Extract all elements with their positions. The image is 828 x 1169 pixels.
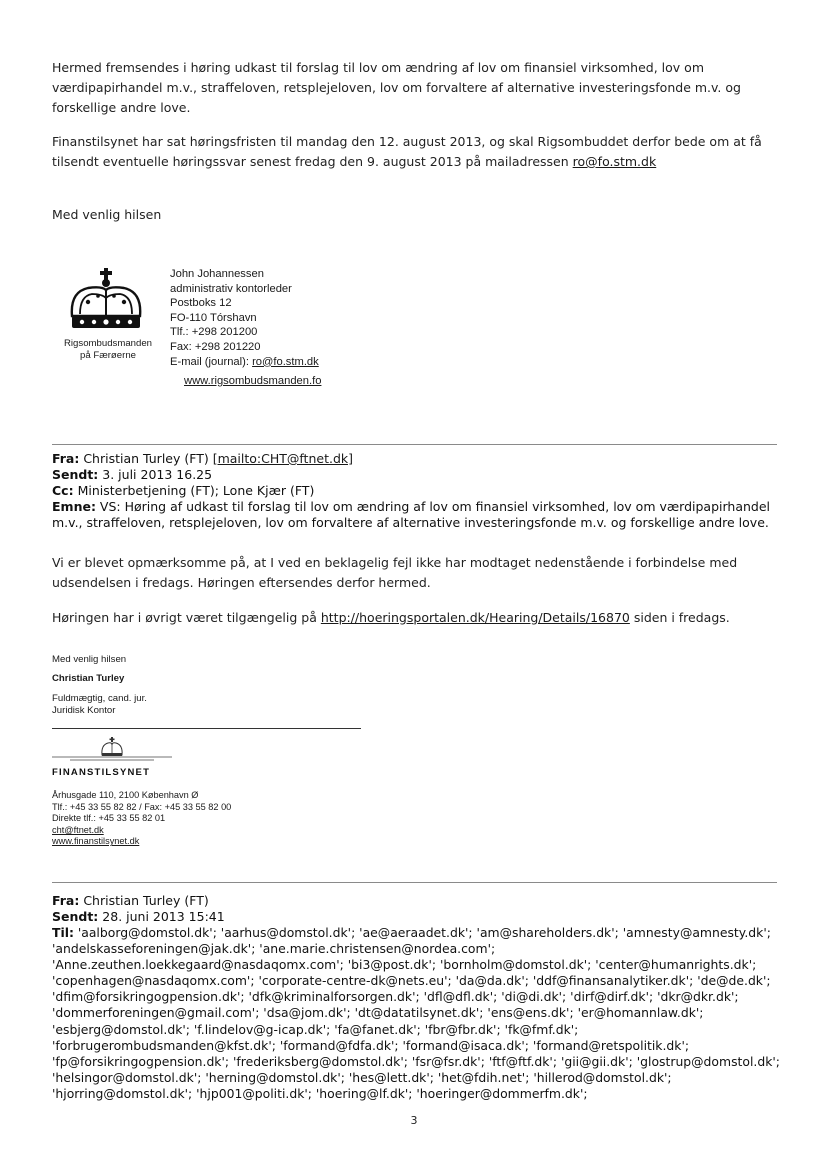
signature2-greeting: Med venlig hilsen bbox=[52, 654, 127, 665]
divider-line bbox=[52, 882, 777, 883]
signature1-address1: Postboks 12 bbox=[170, 297, 232, 310]
signature2-website-link[interactable]: www.finanstilsynet.dk bbox=[52, 836, 140, 847]
email2-to-list: 'aalborg@domstol.dk'; 'aarhus@domstol.dk'; 'ae@aeraadet.dk'; 'am@shareholders.dk'; 'amnesty@amnesty.dk'; 'andelskasseforeningen@jak.dk'; 'ane.marie.christensen@nordea.com'; 'Anne.zeuthen.loekkegaard@nasdaqomx.com'; 'bi3@post.dk'; 'bornholm@domstol.dk'; 'center@humanrights.dk'; 'copenhagen@nasdaqomx.com'; 'corporate-centre-dk@nets.eu'; 'da@da.dk'; 'ddf@finansanalytiker.dk'; 'de@de.dk'; 'dfim@forsikringogpension.dk'; 'dfk@kriminalforsorgen.dk'; 'dfl@dfl.dk'; 'di@di.dk'; 'dirf@dirf.dk'; 'dkr@dkr.dk'; 'dommerforeningen@gmail.com'; 'dsa@jom.dk'; 'dt@datatilsynet.dk'; 'ens@ens.dk'; 'er@homannlaw.dk'; 'esbjerg@domstol.dk'; 'f.lindelov@g-icap.dk'; 'fa@fanet.dk'; 'fbr@fbr.dk'; 'fk@fmf.dk'; 'forbrugerombudsmanden@kfst.dk'; 'formand@fdfa.dk'; 'formand@isaca.dk'; 'formand@retspolitik.dk'; 'fp@forsikringogpension.dk'; 'frederiksberg@domstol.dk'; 'fsr@fsr.dk'; 'ftf@ftf.dk'; 'gii@gii.dk'; 'glostrup@domstol.dk'; 'helsingor@domstol.dk'; 'herning@domstol.dk'; 'hes@lett.dk'; 'het@fdih.net'; 'hillerod@domstol.dk'; 'hjorring@domstol.dk'; 'hjp001@politi.dk'; 'hoering@lf.dk'; 'hoeringer@dommerfm.dk'; bbox=[52, 925, 780, 1101]
hearing-portal-link[interactable]: http://hoeringsportalen.dk/Hearing/Details/16870 bbox=[320, 610, 630, 625]
email1-body-paragraph-1: Vi er blevet opmærksomme på, at I ved en beklagelig fejl ikke har modtaget nedenstående i forbindelse med udsendelsen i fredags. Høringen eftersendes derfor hermed. bbox=[52, 555, 738, 590]
email1-subject: VS: Høring af udkast til forslag til lov om ændring af lov om finansiel virksomhed, lov om værdipapirhandel m.v., straffeloven, retsplejeloven, lov om forvaltere af alternative investeringsfonde m.v. og forskellige andre love. bbox=[52, 499, 771, 530]
finanstilsynet-wordmark: FINANSTILSYNET bbox=[52, 767, 151, 778]
signature2-title1: Fuldmægtig, cand. jur. bbox=[52, 693, 147, 704]
signature2-email-link[interactable]: cht@ftnet.dk bbox=[52, 824, 104, 835]
page-number: 3 bbox=[410, 1114, 418, 1127]
intro-paragraph-2 bbox=[52, 132, 772, 172]
signature1-address2: FO-110 Tórshavn bbox=[170, 311, 257, 324]
email1-body-paragraph-2 bbox=[52, 608, 777, 628]
signature2-direct: Direkte tlf.: +45 33 55 82 01 bbox=[52, 813, 166, 824]
email1-from-row bbox=[52, 451, 777, 467]
email2-to-label: Til: bbox=[52, 925, 74, 940]
signature1-email-link[interactable]: ro@fo.stm.dk bbox=[252, 355, 319, 368]
email2-sent: 28. juni 2013 15:41 bbox=[98, 909, 225, 924]
email1-cc-row bbox=[52, 483, 777, 499]
intro-paragraph-1: Hermed fremsendes i høring udkast til forslag til lov om ændring af lov om finansiel virksomhed, lov om værdipapirhandel m.v., straffeloven, retsplejeloven, lov om forvaltere af alternative investeringsfonde m.v. og forskellige andre love. bbox=[52, 60, 741, 115]
signature1-fax: Fax: +298 201220 bbox=[170, 340, 261, 353]
signature1-phone: Tlf.: +298 201200 bbox=[170, 326, 258, 339]
email2-sent-label: Sendt: bbox=[52, 909, 99, 924]
intro-paragraph-2-text: Finanstilsynet har sat høringsfristen til mandag den 12. august 2013, og skal Rigsombuddet derfor bede om at få tilsendt eventuelle høringssvar senest fredag den 9. august 2013 på mailadressen bbox=[52, 134, 762, 169]
signature1-title: administrativ kontorleder bbox=[170, 282, 292, 295]
signature1-email-line bbox=[170, 355, 319, 370]
email1-sent-label: Sendt: bbox=[52, 467, 99, 482]
signature2-contact-block bbox=[52, 790, 231, 848]
signature2-address: Århusgade 110, 2100 København Ø bbox=[52, 790, 199, 800]
signature2-phone-fax: Tlf.: +45 33 55 82 82 / Fax: +45 33 55 82 00 bbox=[52, 801, 232, 812]
divider-line bbox=[52, 444, 777, 445]
signature2-name: Christian Turley bbox=[52, 673, 125, 684]
email1-cc: Ministerbetjening (FT); Lone Kjær (FT) bbox=[73, 483, 315, 498]
email2-from-row bbox=[52, 893, 780, 909]
signature1-name: John Johannessen bbox=[170, 268, 264, 280]
royal-crown-logo bbox=[58, 266, 158, 336]
email2-sent-row bbox=[52, 909, 780, 925]
signature2-title2: Juridisk Kontor bbox=[52, 705, 116, 716]
intro-closing: Med venlig hilsen bbox=[52, 207, 162, 222]
logo-caption-2: på Færøerne bbox=[80, 350, 136, 361]
email1-subject-label: Emne: bbox=[52, 499, 96, 514]
email1-subject-row bbox=[52, 499, 777, 531]
email2-header bbox=[52, 893, 780, 925]
email2-recipients bbox=[52, 925, 780, 1102]
signature1-website-link[interactable]: www.rigsombudsmanden.fo bbox=[184, 375, 322, 387]
email1-body2-text: Høringen har i øvrigt været tilgængelig på bbox=[52, 610, 321, 625]
email2-from-label: Fra: bbox=[52, 893, 80, 908]
email1-sent-row bbox=[52, 467, 777, 483]
email1-from: Christian Turley (FT) bbox=[79, 451, 213, 466]
signature-separator bbox=[52, 728, 361, 729]
logo-caption-1: Rigsombudsmanden bbox=[64, 338, 152, 349]
email1-sent: 3. juli 2013 16.25 bbox=[98, 467, 213, 482]
signature1-block bbox=[170, 267, 319, 369]
email1-body2-end: siden i fredags. bbox=[629, 610, 730, 625]
email1-mailto-link[interactable]: [mailto:CHT@ftnet.dk] bbox=[212, 451, 353, 466]
signature1-email-label: E-mail (journal): bbox=[170, 355, 253, 368]
email1-from-label: Fra: bbox=[52, 451, 80, 466]
email1-header bbox=[52, 451, 777, 531]
email2-from: Christian Turley (FT) bbox=[79, 893, 209, 908]
email1-cc-label: Cc: bbox=[52, 483, 74, 498]
finanstilsynet-crown-logo bbox=[52, 737, 172, 765]
ro-email-link[interactable]: ro@fo.stm.dk bbox=[572, 154, 657, 169]
